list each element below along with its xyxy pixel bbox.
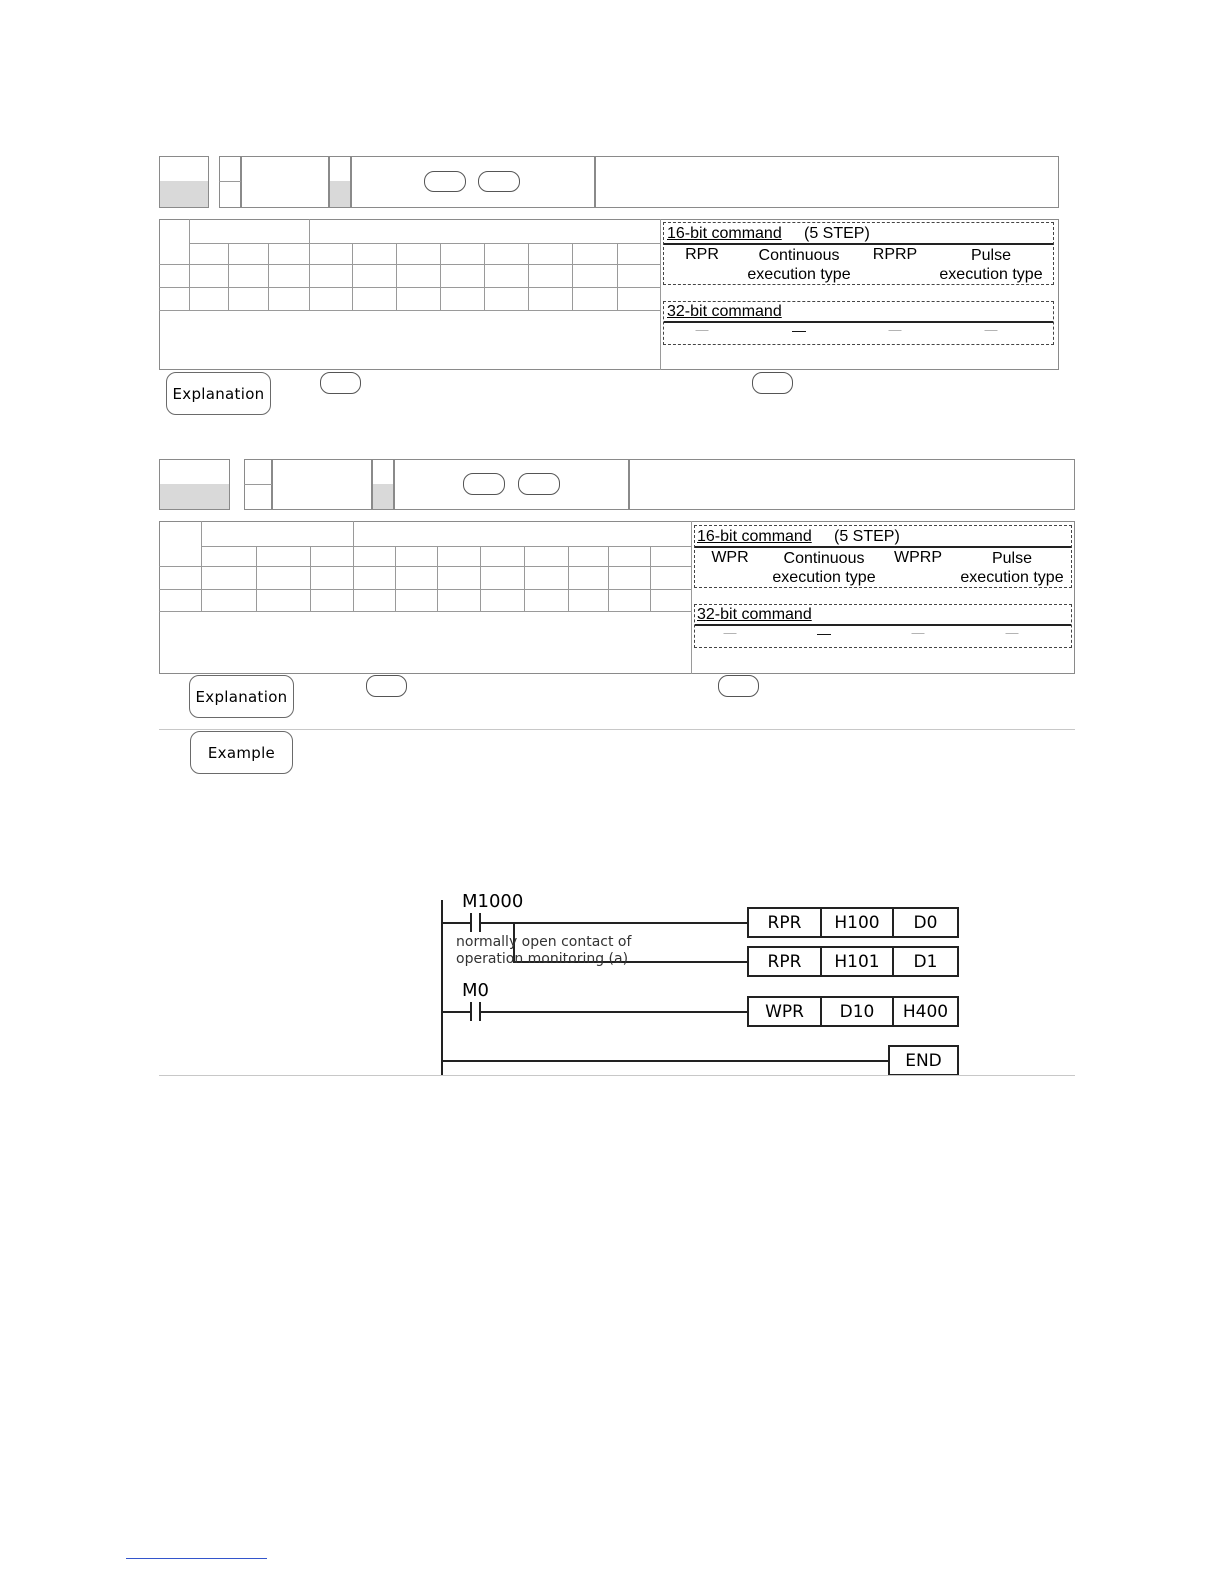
cmd32-value: —: [984, 322, 998, 337]
cmd16-title-rule: [664, 243, 1053, 245]
pulse-label: [932, 246, 1050, 284]
explanation-oval-d: [718, 675, 759, 697]
contact-m1000: [443, 922, 513, 924]
grid-h: [159, 566, 691, 567]
operand-s-oval: [463, 473, 505, 495]
function-box: [629, 459, 1075, 510]
continuous-line2: execution type: [747, 266, 851, 283]
rung-wire: [513, 1011, 748, 1013]
cmd32-title: 32-bit command: [697, 606, 812, 623]
continuous-line1: Continuous: [758, 247, 840, 264]
grid-h: [159, 589, 691, 590]
explanation-badge: Explanation: [166, 372, 271, 415]
api-number-shade: [159, 484, 230, 510]
cmd32-value: —: [1005, 625, 1019, 640]
pulse-mnemonic: WPRP: [894, 549, 942, 566]
grid-h: [159, 611, 691, 612]
pulse-line2: execution type: [939, 266, 1043, 283]
grid-v: [396, 243, 397, 311]
end-block: END: [888, 1045, 959, 1076]
grid-v: [484, 243, 485, 311]
contact-label-m0: M0: [462, 980, 489, 1001]
grid-v: [189, 219, 190, 311]
arg1-cell: D10: [822, 998, 894, 1025]
grid-v: [352, 243, 353, 311]
grid-h: [201, 546, 691, 547]
instruction-block: [747, 946, 959, 977]
instruction-block: [747, 907, 959, 938]
operand-d-oval: [518, 473, 560, 495]
arg1-cell: H101: [822, 948, 894, 975]
grid-h: [189, 243, 660, 244]
grid-v: [528, 243, 529, 311]
cmd32-value: —: [911, 625, 925, 640]
table-divider-v: [660, 219, 661, 370]
grid-v: [437, 546, 438, 611]
cmd16-steps: (5 STEP): [804, 225, 870, 242]
grid-v: [568, 546, 569, 611]
continuous-label: [766, 549, 882, 587]
grid-v: [608, 546, 609, 611]
operand-box: [394, 459, 629, 510]
section-rule: [159, 729, 1075, 730]
explanation-oval-s: [366, 675, 407, 697]
example-badge: Example: [190, 731, 293, 774]
prefix-box: [219, 156, 241, 208]
continuous-line1: Continuous: [783, 550, 865, 567]
cmd32-value: —: [817, 625, 831, 641]
grid-v: [440, 243, 441, 311]
operand-box: [351, 156, 595, 208]
rung-wire: [443, 1060, 889, 1062]
contact-m0: [443, 1011, 513, 1013]
grid-v: [268, 243, 269, 311]
continuous-line2: execution type: [772, 569, 876, 586]
pulse-line1: Pulse: [970, 247, 1012, 264]
contact-label-m1000: M1000: [462, 891, 524, 912]
mnemonic-box: [272, 459, 372, 510]
grid-v: [617, 243, 618, 311]
prefix-divider: [244, 484, 272, 485]
grid-h: [159, 310, 660, 311]
api-number-shade: [159, 181, 209, 208]
grid-v: [480, 546, 481, 611]
mnemonic-box: [241, 156, 329, 208]
cmd32-value: —: [723, 625, 737, 640]
op-cell: RPR: [749, 909, 822, 936]
instruction-block: [747, 996, 959, 1027]
operand-s-oval: [424, 171, 466, 192]
cmd16-steps: (5 STEP): [834, 528, 900, 545]
rung-wire: [513, 922, 748, 924]
mnemonic-label: WPR: [711, 549, 749, 566]
table-divider-v: [691, 521, 692, 674]
op-cell: RPR: [749, 948, 822, 975]
pulse-line2: execution type: [960, 569, 1064, 586]
pulse-line1: Pulse: [991, 550, 1033, 567]
pulse-label: [954, 549, 1070, 587]
grid-v: [524, 546, 525, 611]
grid-v: [395, 546, 396, 611]
explanation-oval-s: [320, 372, 361, 394]
cmd32-value: —: [888, 322, 902, 337]
continuous-label: [740, 246, 858, 284]
cmd32-value: —: [695, 322, 709, 337]
suffix-shade: [372, 484, 394, 510]
power-rail: [441, 900, 443, 1076]
grid-v: [256, 546, 257, 611]
grid-v: [310, 546, 311, 611]
contact-note-line2: operation monitoring (a): [456, 951, 629, 967]
prefix-divider: [219, 181, 241, 182]
cmd16-title: 16-bit command: [667, 225, 782, 242]
arg2-cell: D0: [913, 912, 938, 933]
grid-v: [572, 243, 573, 311]
footnote-rule: [126, 1558, 267, 1559]
mnemonic-label: RPR: [685, 246, 719, 263]
explanation-badge: Explanation: [189, 675, 294, 718]
section-bottom-rule: [159, 1075, 1075, 1076]
pulse-mnemonic: RPRP: [872, 246, 918, 263]
arg2-cell: H400: [902, 1001, 949, 1022]
explanation-oval-d: [752, 372, 793, 394]
cmd16-title: 16-bit command: [697, 528, 812, 545]
grid-h: [159, 264, 660, 265]
function-box: [595, 156, 1059, 208]
grid-v: [228, 243, 229, 311]
grid-h: [159, 287, 660, 288]
grid-v: [309, 219, 310, 311]
operand-d-oval: [478, 171, 520, 192]
arg2-cell: D1: [913, 951, 938, 972]
cmd16-title-rule: [695, 546, 1071, 548]
contact-note-line1: normally open contact of: [456, 934, 632, 950]
arg1-cell: H100: [822, 909, 894, 936]
cmd32-value: —: [792, 322, 806, 338]
suffix-shade: [329, 181, 351, 208]
cmd32-title: 32-bit command: [667, 303, 782, 320]
grid-v: [650, 546, 651, 611]
op-cell: WPR: [749, 998, 822, 1025]
